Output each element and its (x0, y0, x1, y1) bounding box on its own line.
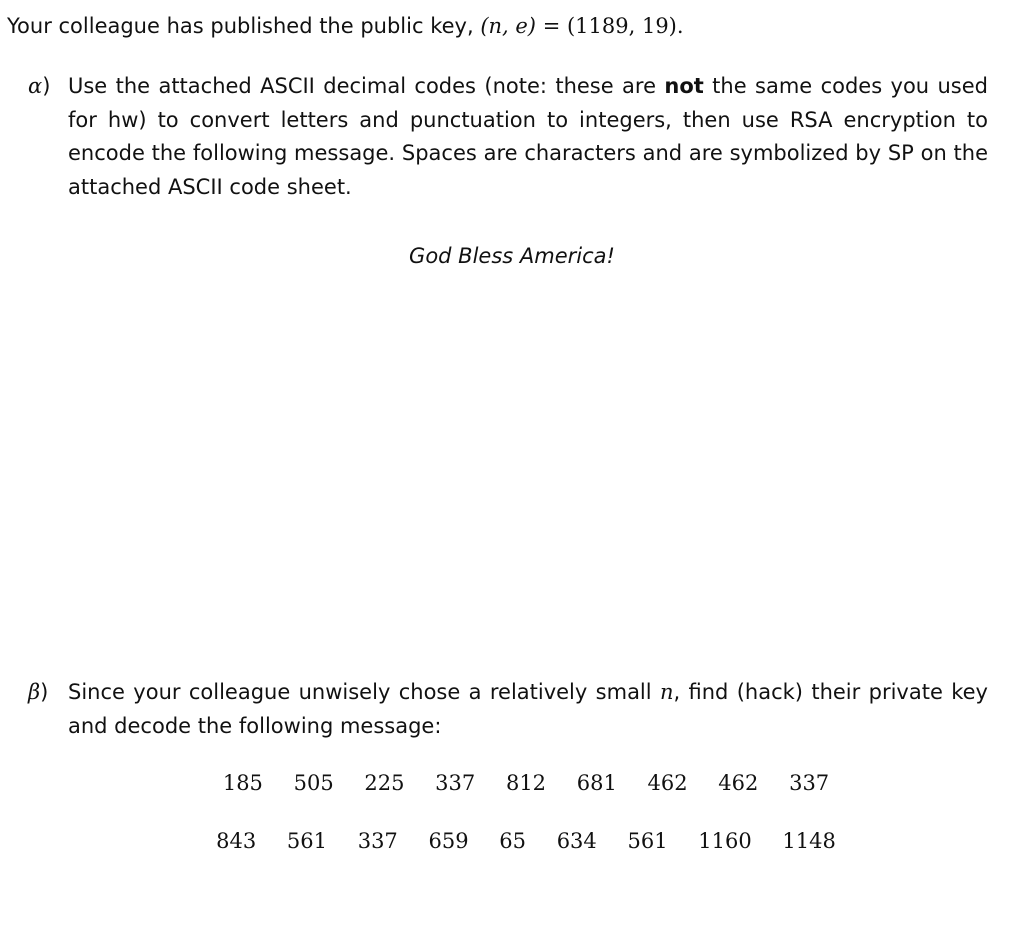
cipher-number: 843 (216, 829, 257, 853)
cipher-number: 681 (576, 771, 617, 795)
alpha-label (28, 70, 50, 104)
cipher-number: 634 (556, 829, 597, 853)
alpha-instructions (68, 70, 988, 204)
cipher-number: 225 (364, 771, 405, 795)
beta-label (28, 676, 48, 710)
cipher-number: 337 (789, 771, 830, 795)
cipher-number: 337 (435, 771, 476, 795)
key-values: (1189, 19) (566, 14, 677, 38)
key-equals: = (536, 14, 567, 38)
cipher-number: 462 (718, 771, 759, 795)
cipher-number: 65 (499, 829, 526, 853)
beta-paren: ) (40, 680, 49, 704)
beta-instructions (68, 676, 988, 743)
cipher-number: 1148 (782, 829, 836, 853)
question-alpha (28, 70, 988, 204)
question-beta (28, 676, 988, 743)
alpha-text-2: the same codes you used for hw) to convert letters and punctuation to integers, then use RSA encryption to encode the following message. Spaces are characters and are symbolized by SP on the attached ASCII code sheet. (68, 74, 988, 199)
beta-text-2: , find (hack) their private key and decode the following message: (68, 680, 988, 738)
cipher-number: 659 (428, 829, 469, 853)
public-key-math (480, 14, 683, 38)
beta-n-variable: n (659, 680, 674, 704)
ciphertext-row-1 (0, 768, 1024, 798)
cipher-number: 462 (647, 771, 688, 795)
cipher-number: 1160 (698, 829, 752, 853)
ciphertext-row-2 (0, 826, 1024, 856)
intro-period: . (676, 14, 684, 38)
intro-text: Your colleague has published the public key, (7, 14, 481, 38)
cipher-number: 185 (222, 771, 263, 795)
alpha-paren: ) (42, 74, 51, 98)
alpha-symbol: α (28, 74, 43, 98)
alpha-bold-not: not (664, 74, 704, 98)
beta-text-1: Since your colleague unwisely chose a relatively small (68, 680, 660, 704)
key-variables: (n, e) (480, 14, 537, 38)
cipher-number: 812 (505, 771, 547, 795)
cipher-number: 561 (627, 829, 668, 853)
message-to-encode: God Bless America! (409, 244, 615, 268)
alpha-text-1: Use the attached ASCII decimal codes (note: these are (68, 74, 665, 98)
cipher-number: 505 (293, 771, 334, 795)
cipher-number: 561 (286, 829, 328, 853)
intro-line (7, 10, 1012, 43)
beta-symbol: β (28, 680, 41, 704)
cipher-number: 337 (357, 829, 398, 853)
